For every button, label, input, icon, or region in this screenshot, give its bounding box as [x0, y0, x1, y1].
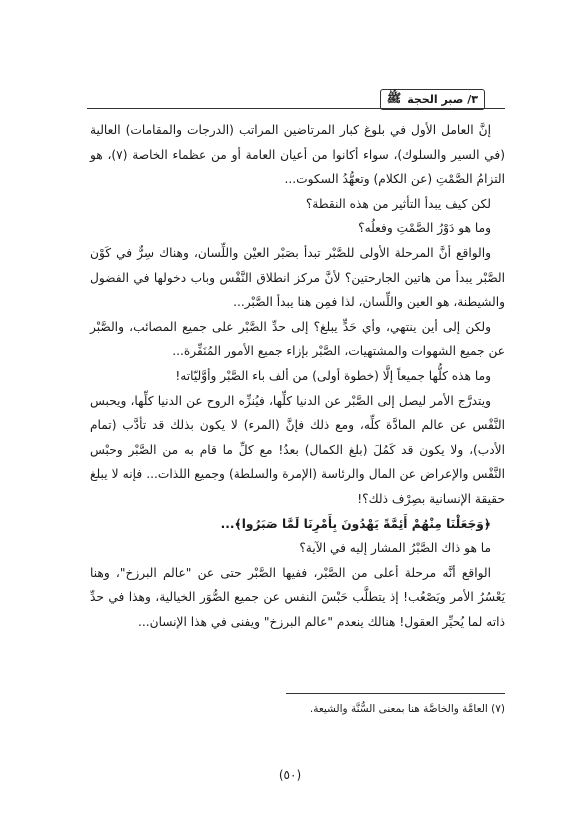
paragraph: ولكن إلى أين ينتهي، وأي حَدٍّ يبلغ؟ إلى حدِّ الصَّبْر على جميع المصائب، والصَّبْر عن جميع الشهوات والمشتهيات، الصَّبْر بإزاء جميع الأمور المُنَفِّرة... [90, 319, 505, 359]
paragraph: وما هذه كلُّها جميعاً إلَّا (خطوة أولى) من ألف باء الصَّبْر وأوَّليّاته! [175, 368, 491, 383]
paragraph: والواقع أنَّ المرحلة الأولى للصَّبْر تبدأ بصَبْر العيْن واللِّسان، وهناك سِرٌّ في كَوْن الصَّبْر يبدأ من هاتين الجارحتين؟ لأنَّ مركز انطلاق النَّفْس وباب دخولها في الفضول والشيطنة، هو العين واللِّسان، لذا فمِن هنا يبدأ الصَّبْر... [90, 245, 505, 310]
ornament-icon: ﷺ [386, 91, 402, 105]
chapter-label: ٣/ صبر الحجة [407, 93, 478, 106]
footnote-divider [286, 693, 505, 694]
paragraph: إنَّ العامل الأول في بلوغ كبار المرتاضين المراتب (الدرجات والمقامات) العالية (في السير والسلوك)، سواء أكانوا من أعيان العامة أو من عظماء الخاصة (٧)، هو التزامُ الصَّمْتِ (عن الكلام) وتعهُّدُ السكوت... [90, 123, 505, 187]
paragraph: ويتدرَّج الأمر ليصل إلى الصَّبْر عن الدنيا كلِّها، فيُنزِّه الروح عن الدنيا كلِّها، ويحبس النَّفْس عن عالم المادَّة كلِّه، ومع ذلك فإنَّ (المرء) لا يكون بذلك قد تأدَّب (تمام الأدب)، ولا يكون قد كَمُلَ (بلغ الكمال) بعدُ! مع كلِّ ما قام به من الصَّبْر وحبْس النَّفْس والإعراض عن المال والرئاسة (الإمرة والسلطة) وجميع اللذات... فإنه لا يبلغ حقيقة الإنسانية بصِرْف ذلك؟! [90, 393, 505, 506]
page-number: (٥٠) [278, 768, 302, 782]
quran-verse: ﴿وَجَعَلْنَا مِنْهُمْ أَئِمَّةً يَهْدُونَ بِأَمْرِنَا لَمَّا صَبَرُوا﴾... [220, 516, 491, 531]
paragraph: لكن كيف يبدأ التأثير من هذه النقطة؟ [305, 196, 491, 211]
main-text [90, 118, 505, 634]
paragraph: ما هو ذاك الصَّبْرُ المشار إليه في الآية؟ [299, 541, 491, 556]
paragraph: وما هو دَوْرُ الصَّمْتِ وفعلُه؟ [358, 221, 491, 236]
paragraph: الواقع أنَّه مرحلة أعلى من الصَّبْر، ففيها الصَّبْر حتى عن "عالم البرزخ"، وهنا يَعْسُرُ الأمر ويَصْعُب! إذ يتطلَّب حَبْسَ النفس عن جميع الصُّوَر الخيالية، وهذا في حدِّ ذاته لما يُحيِّر العقول! هنالك ينعدم "عالم البرزخ" ويفنى في هذا الإنسان... [90, 565, 505, 629]
footnote: (٧) العامَّة والخاصَّة هنا بمعنى السُّنَّة والشيعة. [309, 703, 505, 715]
header-divider [87, 108, 505, 109]
chapter-badge [380, 89, 485, 110]
running-header [285, 88, 485, 110]
